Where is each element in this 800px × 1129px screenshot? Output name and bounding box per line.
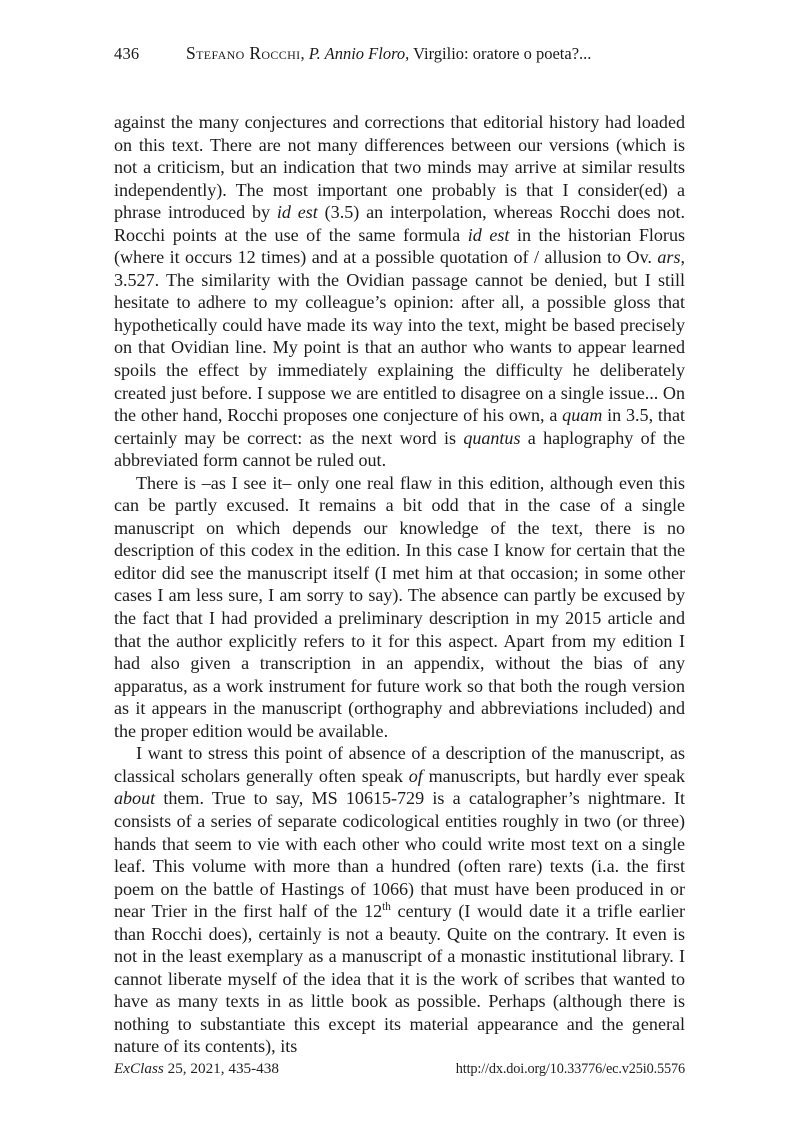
running-head-separator: , — [300, 44, 309, 63]
text-run: , 3.527. The similarity with the Ovidian passage cannot be denied, but I still hesitate to adhere to my colleague’s opinion: after all, a possible gloss that hypothetically could have made its way into the text, might be based precisely on that Ovidian line. My point is that an author who wants to appear learned spoils the effect by immediately explaining the difficulty he deliberately created just before. I suppose we are entitled to disagree on a single issue... On the other hand, Rocchi proposes one conjecture of his own, a — [114, 247, 685, 426]
paragraph — [114, 472, 685, 743]
paragraph — [114, 742, 685, 1058]
journal-name: ExClass — [114, 1060, 164, 1077]
running-head-title — [186, 42, 684, 65]
text-run: manuscripts, but hardly ever speak — [422, 765, 686, 786]
text-run: a haplography of the abbreviated form cannot be ruled out. — [114, 427, 685, 471]
text-run: (3.5) an interpolation, whereas Rocchi does not. Rocchi points at the use of the same formula — [114, 202, 685, 245]
italic-run: of — [408, 765, 423, 786]
text-run: against the many conjectures and corrections that editorial history had loaded on this text. There are not many differences between our versions (which is not a criticism, but an indication that two minds may arrive at similar results independently). The most important one probably is that I consider(ed) a phrase introduced by — [114, 112, 685, 223]
text-run: them. True to say, MS 10615-729 is a catalographer’s nightmare. It consists of a series of separate codicological entities roughly in two (or three) hands that seem to vie with each other who could write most text on a single leaf. This volume with more than a hundred (often rare) texts (i.a. the first poem on the battle of Hastings of 1066) that must have been produced in or near Trier in the first half of the 12 — [114, 788, 685, 922]
text-run: There is –as I see it– only one real flaw in this edition, although even this can be partly excused. It remains a bit odd that in the case of a single manuscript on which depends our knowledge of the text, there is no description of this codex in the edition. In this case I know for certain that the editor did see the manuscript itself (I met him at that occasion; in some other cases I am less sure, I am sorry to say). The absence can partly be excused by the fact that I had provided a preliminary description in my 2015 article and that the author explicitly refers to it for this aspect. Apart from my edition I had also given a transcription in an appendix, without the bias of any apparatus, as a work instrument for future work so that both the rough version as it appears in the manuscript (orthography and abbreviations included) and the proper edition would be available. — [114, 472, 685, 741]
italic-run: id est — [467, 224, 510, 245]
doi-link[interactable]: http://dx.doi.org/10.33776/ec.v25i0.5576 — [455, 1061, 685, 1077]
italic-run: quantus — [463, 427, 521, 448]
running-head-subtitle: Virgilio: oratore o poeta?... — [409, 44, 592, 63]
italic-run: ars — [657, 247, 681, 268]
superscript-run: th — [382, 901, 391, 914]
text-run: century (I would date it a trifle earlier than Rocchi does), certainly is not a beauty. Quite on the contrary. It even is not in the least exemplary as a manuscript of a monastic institutional library. I cannot liberate myself of the idea that it is the work of scribes that wanted to have as many texts in as little book as possible. Perhaps (although there is nothing to substantiate this except its material appearance and the general nature of its contents), its — [114, 901, 685, 1057]
running-head — [114, 42, 684, 66]
paragraph — [114, 111, 685, 472]
italic-run: about — [114, 788, 156, 809]
body-text-block — [114, 111, 685, 1058]
journal-citation — [114, 1059, 279, 1079]
running-head-work-title: P. Annio Floro, — [308, 44, 410, 63]
journal-issue-pages: 25, 2021, 435-438 — [163, 1060, 279, 1077]
running-head-author: Stefano Rocchi — [186, 43, 301, 63]
page-number: 436 — [114, 44, 140, 63]
page-footer — [114, 1059, 685, 1083]
text-run: I want to stress this point of absence of a description of the manuscript, as classical scholars generally often speak — [114, 743, 685, 786]
italic-run: id est — [276, 202, 318, 223]
italic-run: quam — [562, 405, 603, 426]
text-run: in 3.5, that certainly may be correct: as the next word is — [114, 405, 685, 448]
text-run: in the historian Florus (where it occurs 12 times) and at a possible quotation of / allusion to Ov. — [114, 224, 685, 268]
